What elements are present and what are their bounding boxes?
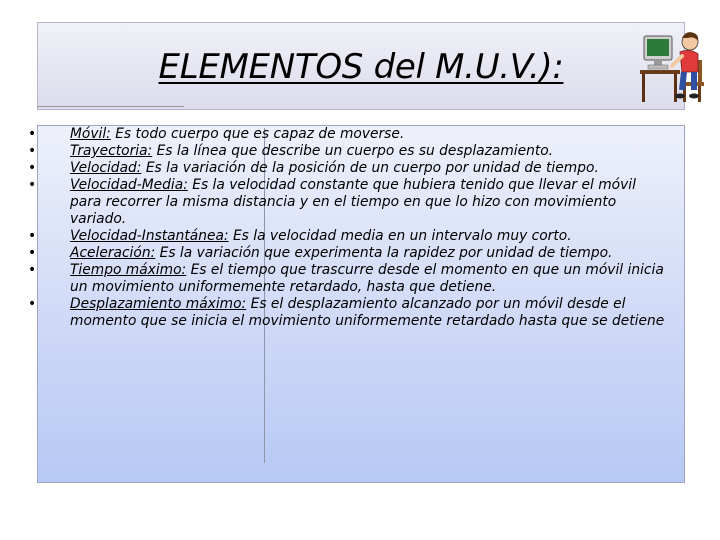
list-item — [28, 143, 668, 160]
bullet: • — [28, 126, 37, 142]
title-underline-rule — [37, 106, 184, 107]
bullet: • — [28, 296, 37, 312]
definition-term: Trayectoria: — [70, 143, 153, 159]
definition-text: Es la velocidad constante que hubiera tenido que llevar el móvil para recorrer la misma distancia y en el tiempo en que lo hizo con movimiento variado. — [70, 177, 636, 227]
definition-text: Es la línea que describe un cuerpo es su desplazamiento. — [152, 143, 554, 159]
person-at-computer-icon — [636, 26, 708, 106]
definition-text: Es el tiempo que trascurre desde el momento en que un móvil inicia un movimiento uniformemente retardado, hasta que detiene. — [70, 262, 664, 295]
list-item — [28, 296, 668, 330]
definition-term: Aceleración: — [70, 245, 156, 261]
bullet: • — [28, 228, 37, 244]
definition-term: Velocidad: — [70, 160, 142, 176]
title-box — [37, 22, 685, 110]
bullet: • — [28, 245, 37, 261]
list-item — [28, 160, 668, 177]
bullet: • — [28, 143, 37, 159]
bullet: • — [28, 262, 37, 278]
slide-title: ELEMENTOS del M.U.V.): — [158, 47, 564, 87]
definition-term: Tiempo máximo: — [70, 262, 187, 278]
definition-term: Velocidad-Instantánea: — [70, 228, 229, 244]
bullet: • — [28, 160, 37, 176]
definition-text: Es el desplazamiento alcanzado por un móvil desde el momento que se inicia el movimiento uniformemente retardado hasta que se detiene — [70, 296, 665, 329]
bullet: • — [28, 177, 37, 193]
definition-text: Es todo cuerpo que es capaz de moverse. — [110, 126, 405, 142]
list-item — [28, 245, 668, 262]
list-item — [28, 262, 668, 296]
list-item — [28, 126, 668, 143]
definition-term: Desplazamiento máximo: — [70, 296, 247, 312]
list-item — [28, 228, 668, 245]
definition-term: Móvil: — [70, 126, 111, 142]
list-item — [28, 177, 668, 228]
definitions-list — [28, 126, 668, 330]
definition-term: Velocidad-Media: — [70, 177, 188, 193]
definition-text: Es la variación que experimenta la rapidez por unidad de tiempo. — [155, 245, 613, 261]
definition-text: Es la variación de la posición de un cuerpo por unidad de tiempo. — [141, 160, 599, 176]
definition-text: Es la velocidad media en un intervalo muy corto. — [228, 228, 572, 244]
